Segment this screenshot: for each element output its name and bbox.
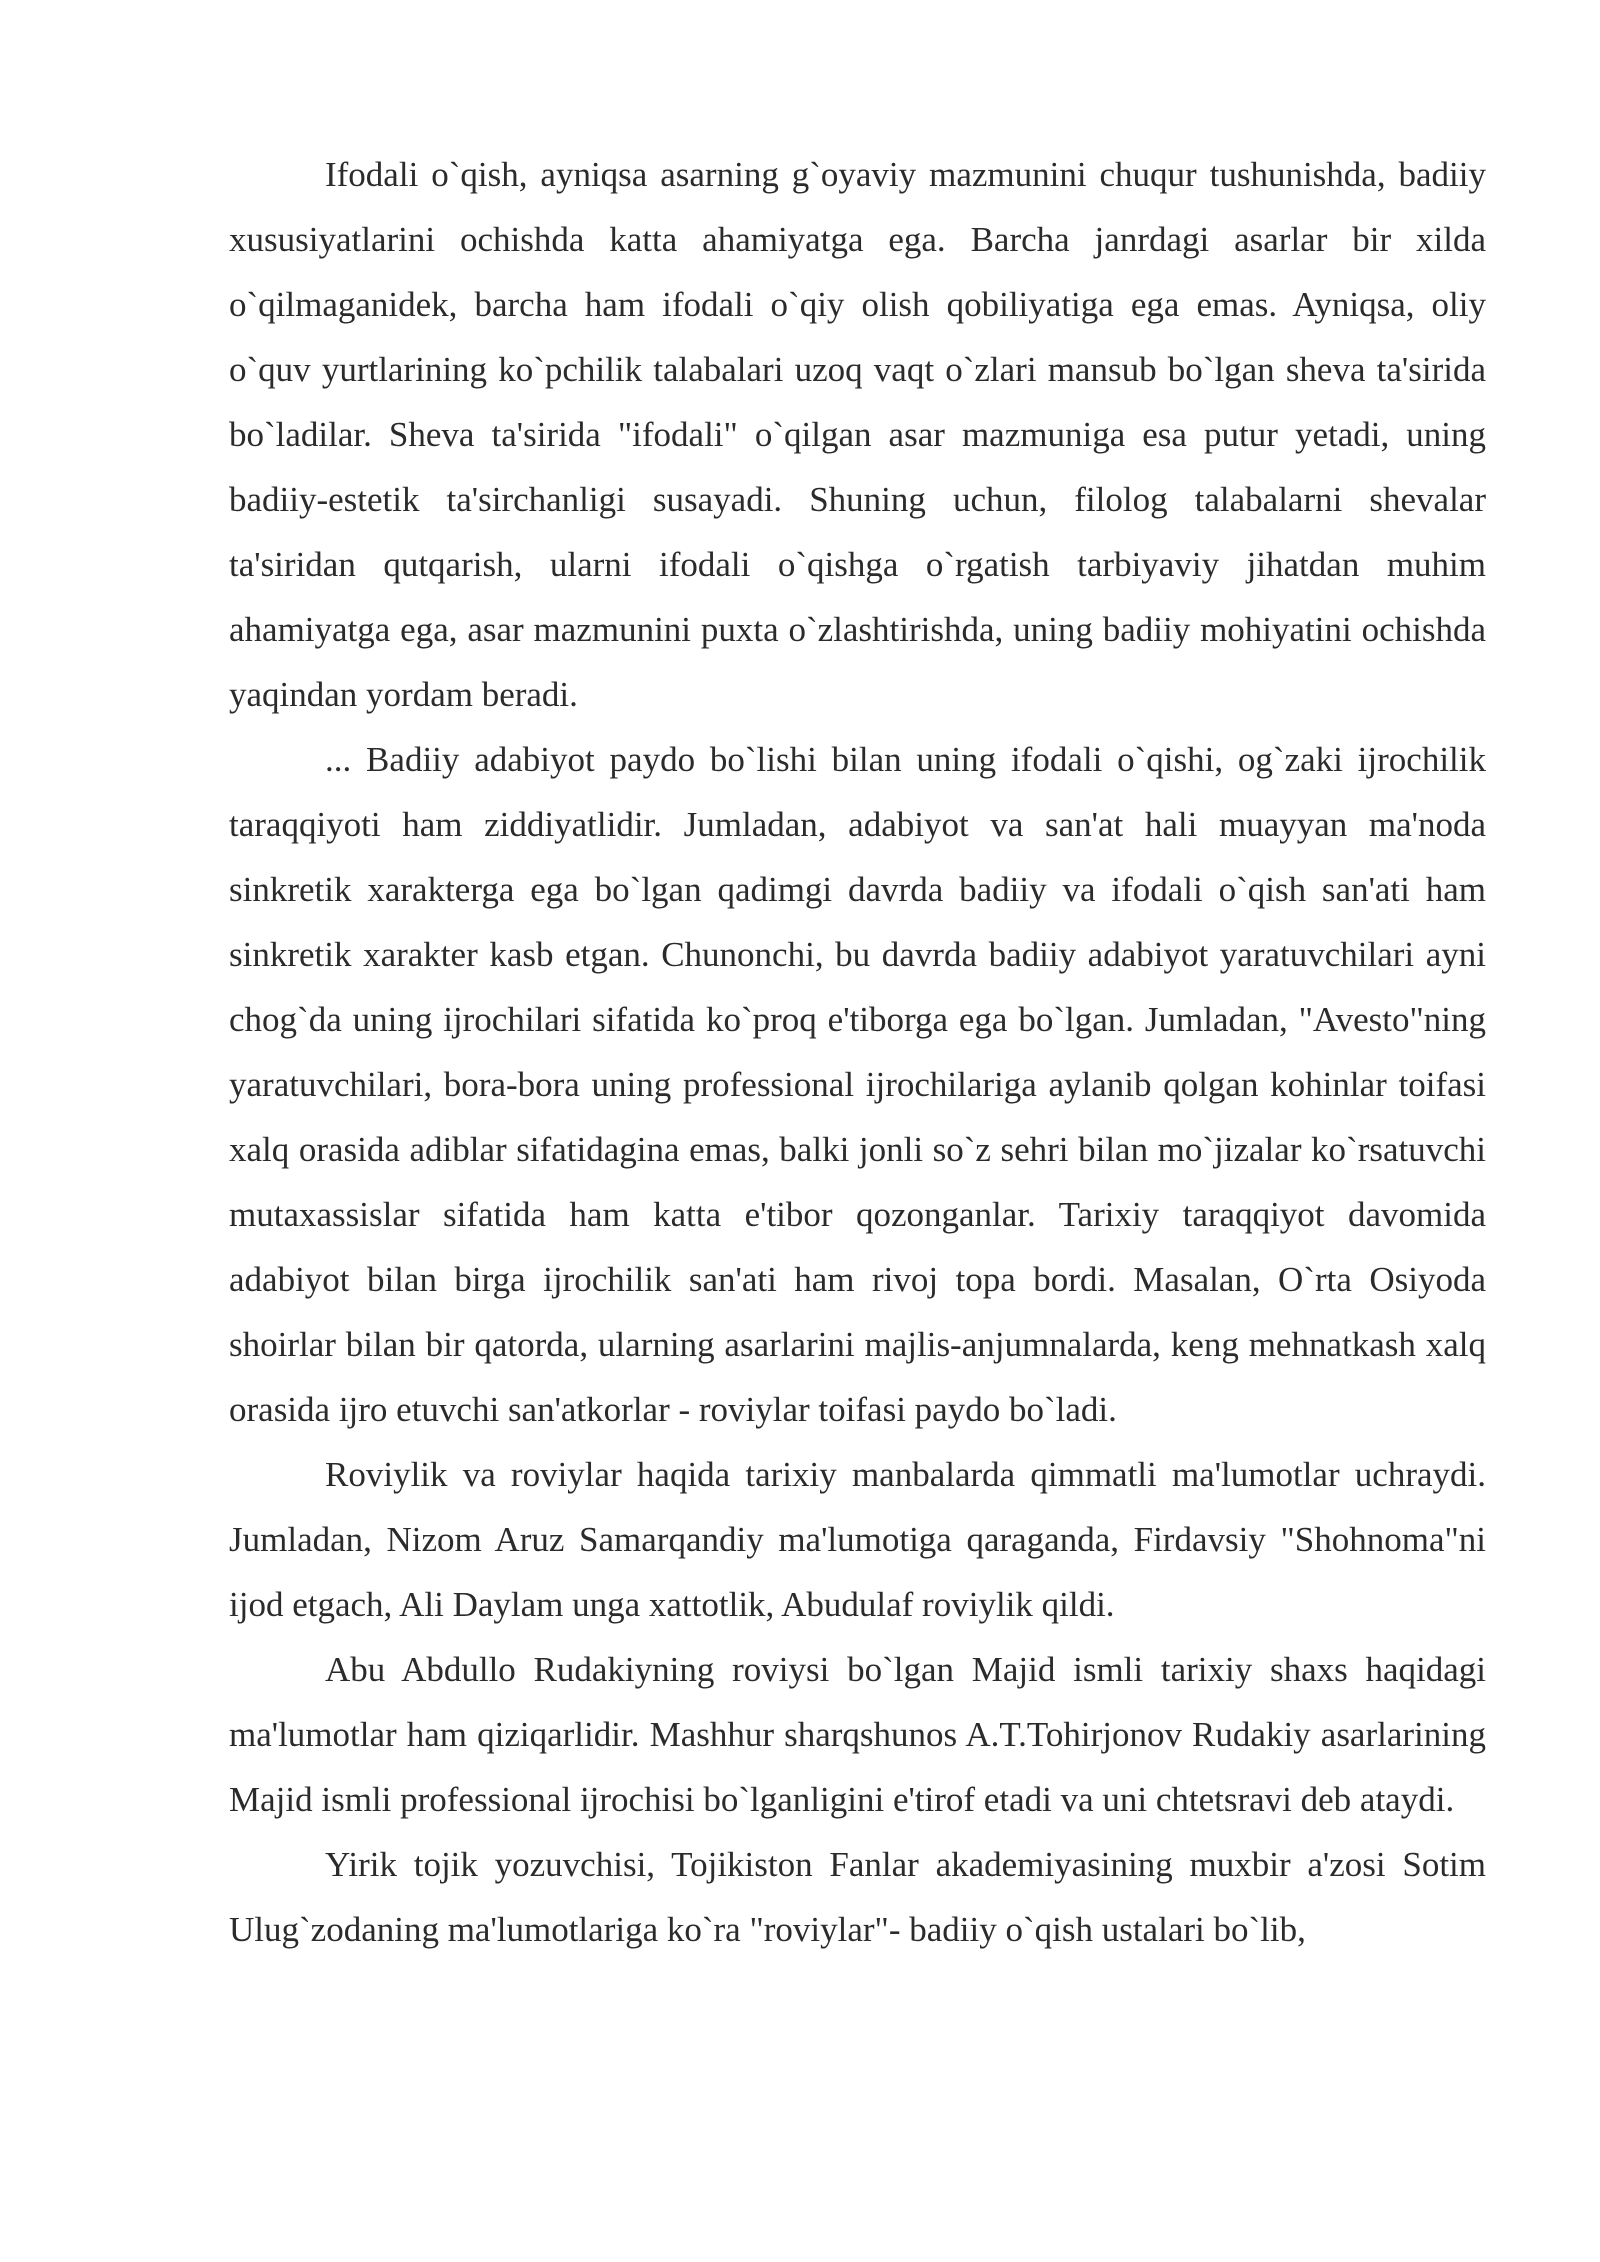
paragraph: Ifodali o`qish, ayniqsa asarning g`oyaviy mazmunini chuqur tushunishda, badiiy xususiyatlarini ochishda katta ahamiyatga ega. Barcha janrdagi asarlar bir xilda o`qilmaganidek, barcha ham ifodali o`qiy olish qobiliyatiga ega emas. Ayniqsa, oliy o`quv yurtlarining ko`pchilik talabalari uzoq vaqt o`zlari mansub bo`lgan sheva ta'sirida bo`ladilar. Sheva ta'sirida "ifodali" o`qilgan asar mazmuniga esa putur yetadi, uning badiiy-estetik ta'sirchanligi susayadi. Shuning uchun, filolog talabalarni shevalar ta'siridan qutqarish, ularni ifodali o`qishga o`rgatish tarbiyaviy jihatdan muhim ahamiyatga ega, asar mazmunini puxta o`zlashtirishda, uning badiiy mohiyatini ochishda yaqindan yordam beradi. — [229, 155, 1486, 714]
document-page — [229, 142, 1486, 1962]
paragraph: Abu Abdullo Rudakiyning roviysi bo`lgan Majid ismli tarixiy shaxs haqidagi ma'lumotlar ham qiziqarlidir. Mashhur sharqshunos A.T.Tohirjonov Rudakiy asarlarining Majid ismli professional ijrochisi bo`lganligini e'tirof etadi va uni chtetsravi deb ataydi. — [229, 1650, 1486, 1819]
paragraph: Roviylik va roviylar haqida tarixiy manbalarda qimmatli ma'lumotlar uchraydi. Jumladan, Nizom Aruz Samarqandiy ma'lumotiga qaraganda, Firdavsiy "Shohnoma"ni ijod etgach, Ali Daylam unga xattotlik, Abudulaf roviylik qildi. — [229, 1455, 1486, 1624]
paragraph: Yirik tojik yozuvchisi, Tojikiston Fanlar akademiyasining muxbir a'zosi Sotim Ulug`zodaning ma'lumotlariga ko`ra "roviylar"- badiiy o`qish ustalari bo`lib, — [229, 1845, 1486, 1949]
paragraph: ... Badiiy adabiyot paydo bo`lishi bilan uning ifodali o`qishi, og`zaki ijrochilik taraqqiyoti ham ziddiyatlidir. Jumladan, adabiyot va san'at hali muayyan ma'noda sinkretik xarakterga ega bo`lgan qadimgi davrda badiiy va ifodali o`qish san'ati ham sinkretik xarakter kasb etgan. Chunonchi, bu davrda badiiy adabiyot yaratuvchilari ayni chog`da uning ijrochilari sifatida ko`proq e'tiborga ega bo`lgan. Jumladan, "Avesto"ning yaratuvchilari, bora-bora uning professional ijrochilariga aylanib qolgan kohinlar toifasi xalq orasida adiblar sifatidagina emas, balki jonli so`z sehri bilan mo`jizalar ko`rsatuvchi mutaxassislar sifatida ham katta e'tibor qozonganlar. Tarixiy taraqqiyot davomida adabiyot bilan birga ijrochilik san'ati ham rivoj topa bordi. Masalan, O`rta Osiyoda shoirlar bilan bir qatorda, ularning asarlarini majlis-anjumnalarda, keng mehnatkash xalq orasida ijro etuvchi san'atkorlar - roviylar toifasi paydo bo`ladi. — [229, 740, 1486, 1429]
